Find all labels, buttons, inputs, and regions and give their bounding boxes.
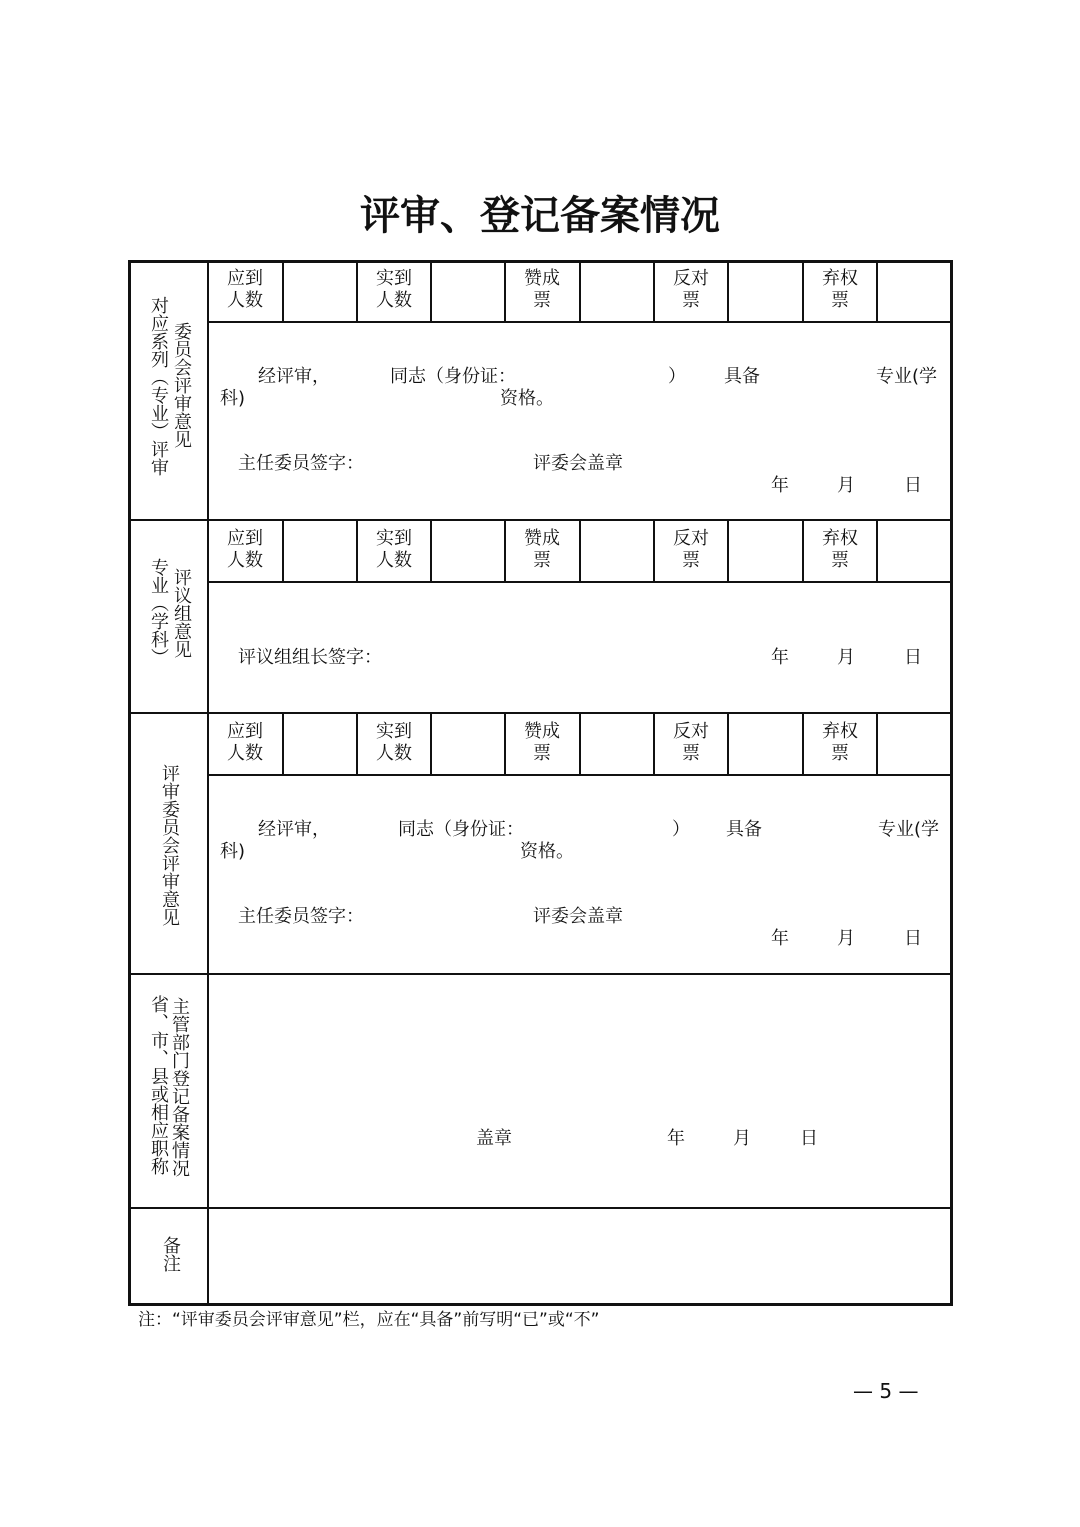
vote-label: 赞成票	[524, 721, 560, 764]
s3-sign: 主任委员签字：	[238, 906, 364, 927]
vote-count-field[interactable]	[431, 260, 505, 322]
grid-line	[802, 260, 804, 322]
day: 日	[904, 928, 922, 949]
s3-text: ）	[672, 819, 690, 840]
vote-count-field[interactable]	[728, 520, 802, 582]
vote-label: 实到人数	[376, 528, 412, 571]
vote-label: 应到人数	[227, 528, 263, 571]
s3-text: 科)	[220, 841, 246, 862]
section1-label-b: 委员会评审意见	[171, 322, 192, 448]
section3-label: 评审委员会评审意见	[159, 764, 180, 926]
vote-count-field[interactable]	[580, 520, 654, 582]
vote-label: 应到人数	[227, 268, 263, 311]
vote-count-field[interactable]	[431, 713, 505, 775]
vote-label: 赞成票	[524, 528, 560, 571]
section4-label-a: 省、市、县或相应职称	[148, 995, 169, 1175]
s3-text: 经评审，	[258, 819, 330, 840]
s3-text: 资格。	[520, 841, 574, 862]
vote-label: 弃权票	[822, 721, 858, 764]
vote-count-field[interactable]	[877, 260, 951, 322]
vote-count-field[interactable]	[283, 260, 357, 322]
page-title: 评审、登记备案情况	[360, 192, 720, 239]
vote-label: 应到人数	[227, 721, 263, 764]
page-number: — 5 —	[853, 1379, 919, 1403]
form-table	[128, 260, 953, 1306]
month: 月	[733, 1128, 751, 1149]
section2-label-a: 专业（学科）	[148, 558, 169, 666]
s3-text: 具备	[726, 819, 762, 840]
grid-line	[802, 713, 804, 775]
vote-label: 反对票	[673, 528, 709, 571]
s1-text: 科)	[220, 388, 246, 409]
section2-label-b: 评议组意见	[171, 568, 192, 658]
s3-seal: 评委会盖章	[533, 906, 623, 927]
month: 月	[837, 647, 855, 668]
vote-count-field[interactable]	[580, 260, 654, 322]
s4-seal: 盖章	[476, 1128, 512, 1149]
vote-count-field[interactable]	[283, 713, 357, 775]
vote-label: 反对票	[673, 268, 709, 311]
month: 月	[837, 928, 855, 949]
grid-line	[802, 520, 804, 582]
s1-text: ）	[668, 366, 686, 387]
s1-text: 资格。	[500, 388, 554, 409]
day: 日	[904, 647, 922, 668]
s1-seal: 评委会盖章	[533, 453, 623, 474]
vote-count-field[interactable]	[580, 713, 654, 775]
vote-count-field[interactable]	[877, 520, 951, 582]
s2-sign: 评议组组长签字：	[238, 647, 382, 668]
footnote: 注：“评审委员会评审意见”栏，应在“具备”前写明“已”或“不”	[138, 1310, 600, 1330]
vote-count-field[interactable]	[728, 260, 802, 322]
vote-label: 反对票	[673, 721, 709, 764]
s1-text: 专业(学	[876, 366, 938, 387]
day: 日	[904, 475, 922, 496]
s1-text: 具备	[724, 366, 760, 387]
year: 年	[771, 928, 789, 949]
vote-label: 赞成票	[524, 268, 560, 311]
vote-label: 实到人数	[376, 268, 412, 311]
vote-count-field[interactable]	[877, 713, 951, 775]
vote-label: 弃权票	[822, 268, 858, 311]
s3-text: 同志（身份证：	[398, 819, 524, 840]
section4-label-b: 主管部门登记备案情况	[169, 997, 190, 1177]
s1-text: 经评审，	[258, 366, 330, 387]
vote-count-field[interactable]	[431, 520, 505, 582]
section5-label: 备注	[160, 1236, 181, 1272]
section1-label-a: 对应系列（专业）评审	[148, 296, 169, 476]
s3-text: 专业(学	[878, 819, 940, 840]
year: 年	[771, 475, 789, 496]
vote-count-field[interactable]	[283, 520, 357, 582]
year: 年	[667, 1128, 685, 1149]
s1-text: 同志（身份证：	[390, 366, 516, 387]
vote-label: 实到人数	[376, 721, 412, 764]
year: 年	[771, 647, 789, 668]
vote-count-field[interactable]	[728, 713, 802, 775]
vote-label: 弃权票	[822, 528, 858, 571]
month: 月	[837, 475, 855, 496]
s1-sign: 主任委员签字：	[238, 453, 364, 474]
day: 日	[800, 1128, 818, 1149]
